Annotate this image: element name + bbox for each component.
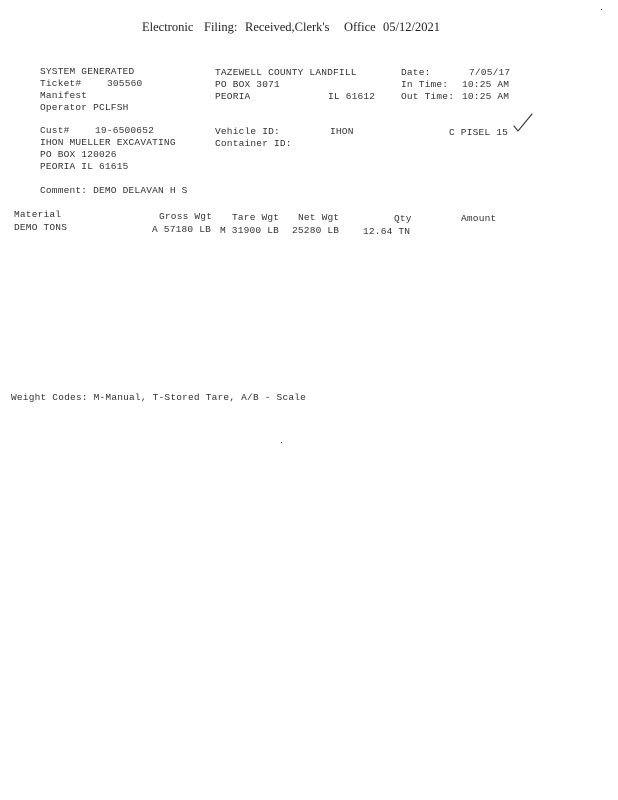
out-time-value: 10:25 AM [462, 91, 510, 102]
in-time-value: 10:25 AM [462, 79, 510, 90]
header-amount: Amount [461, 213, 497, 224]
header-qty: Qty [394, 213, 412, 224]
vehicle-value: IHON [330, 126, 354, 137]
ticket-label: Ticket# [40, 78, 82, 89]
weight-codes-legend: Weight Codes: M-Manual, T-Stored Tare, A/B - Scale [11, 392, 307, 403]
stamp-electronic: Electronic [142, 20, 194, 34]
date-label: Date: [401, 67, 431, 78]
stamp-office: Office [344, 20, 376, 34]
customer-name: IHON MUELLER EXCAVATING [40, 137, 176, 148]
customer-label: Cust# [40, 125, 70, 136]
ticket-number: 305560 [107, 78, 143, 89]
row-net: 25280 LB [292, 225, 340, 236]
facility-city: PEORIA [215, 91, 251, 102]
vehicle-annotation: C PISEL 15 [449, 127, 509, 138]
stamp-date: 05/12/2021 [383, 20, 440, 34]
row-tare: M 31900 LB [220, 225, 280, 236]
customer-city: PEORIA IL 61615 [40, 161, 129, 172]
header-tare-wgt: Tare Wgt [232, 212, 280, 223]
header-material: Material [14, 209, 62, 220]
header-net-wgt: Net Wgt [298, 212, 340, 223]
facility-pobox: PO BOX 3071 [215, 79, 280, 90]
operator-text: Operator PCLFSH [40, 102, 129, 113]
row-material: DEMO TONS [14, 222, 68, 233]
comment-text: Comment: DEMO DELAVAN H S [40, 185, 188, 196]
in-time-label: In Time: [401, 79, 449, 90]
stamp-filing: Filing: [204, 20, 238, 34]
stamp-received: Received,Clerk's [245, 20, 330, 34]
scan-speck [601, 9, 602, 10]
facility-name: TAZEWELL COUNTY LANDFILL [215, 67, 357, 78]
customer-number: 19-6500652 [95, 125, 155, 136]
system-generated-text: SYSTEM GENERATED [40, 66, 135, 77]
facility-state-zip: IL 61612 [328, 91, 376, 102]
manifest-text: Manifest [40, 90, 88, 101]
customer-pobox: PO BOX 120026 [40, 149, 117, 160]
header-gross-wgt: Gross Wgt [159, 211, 213, 222]
container-label: Container ID: [215, 138, 292, 149]
row-qty: 12.64 TN [363, 226, 411, 237]
out-time-label: Out Time: [401, 91, 455, 102]
checkmark-icon [512, 113, 534, 133]
vehicle-label: Vehicle ID: [215, 126, 280, 137]
date-value: 7/05/17 [469, 67, 511, 78]
scan-speck [281, 442, 282, 443]
row-gross: A 57180 LB [152, 224, 212, 235]
